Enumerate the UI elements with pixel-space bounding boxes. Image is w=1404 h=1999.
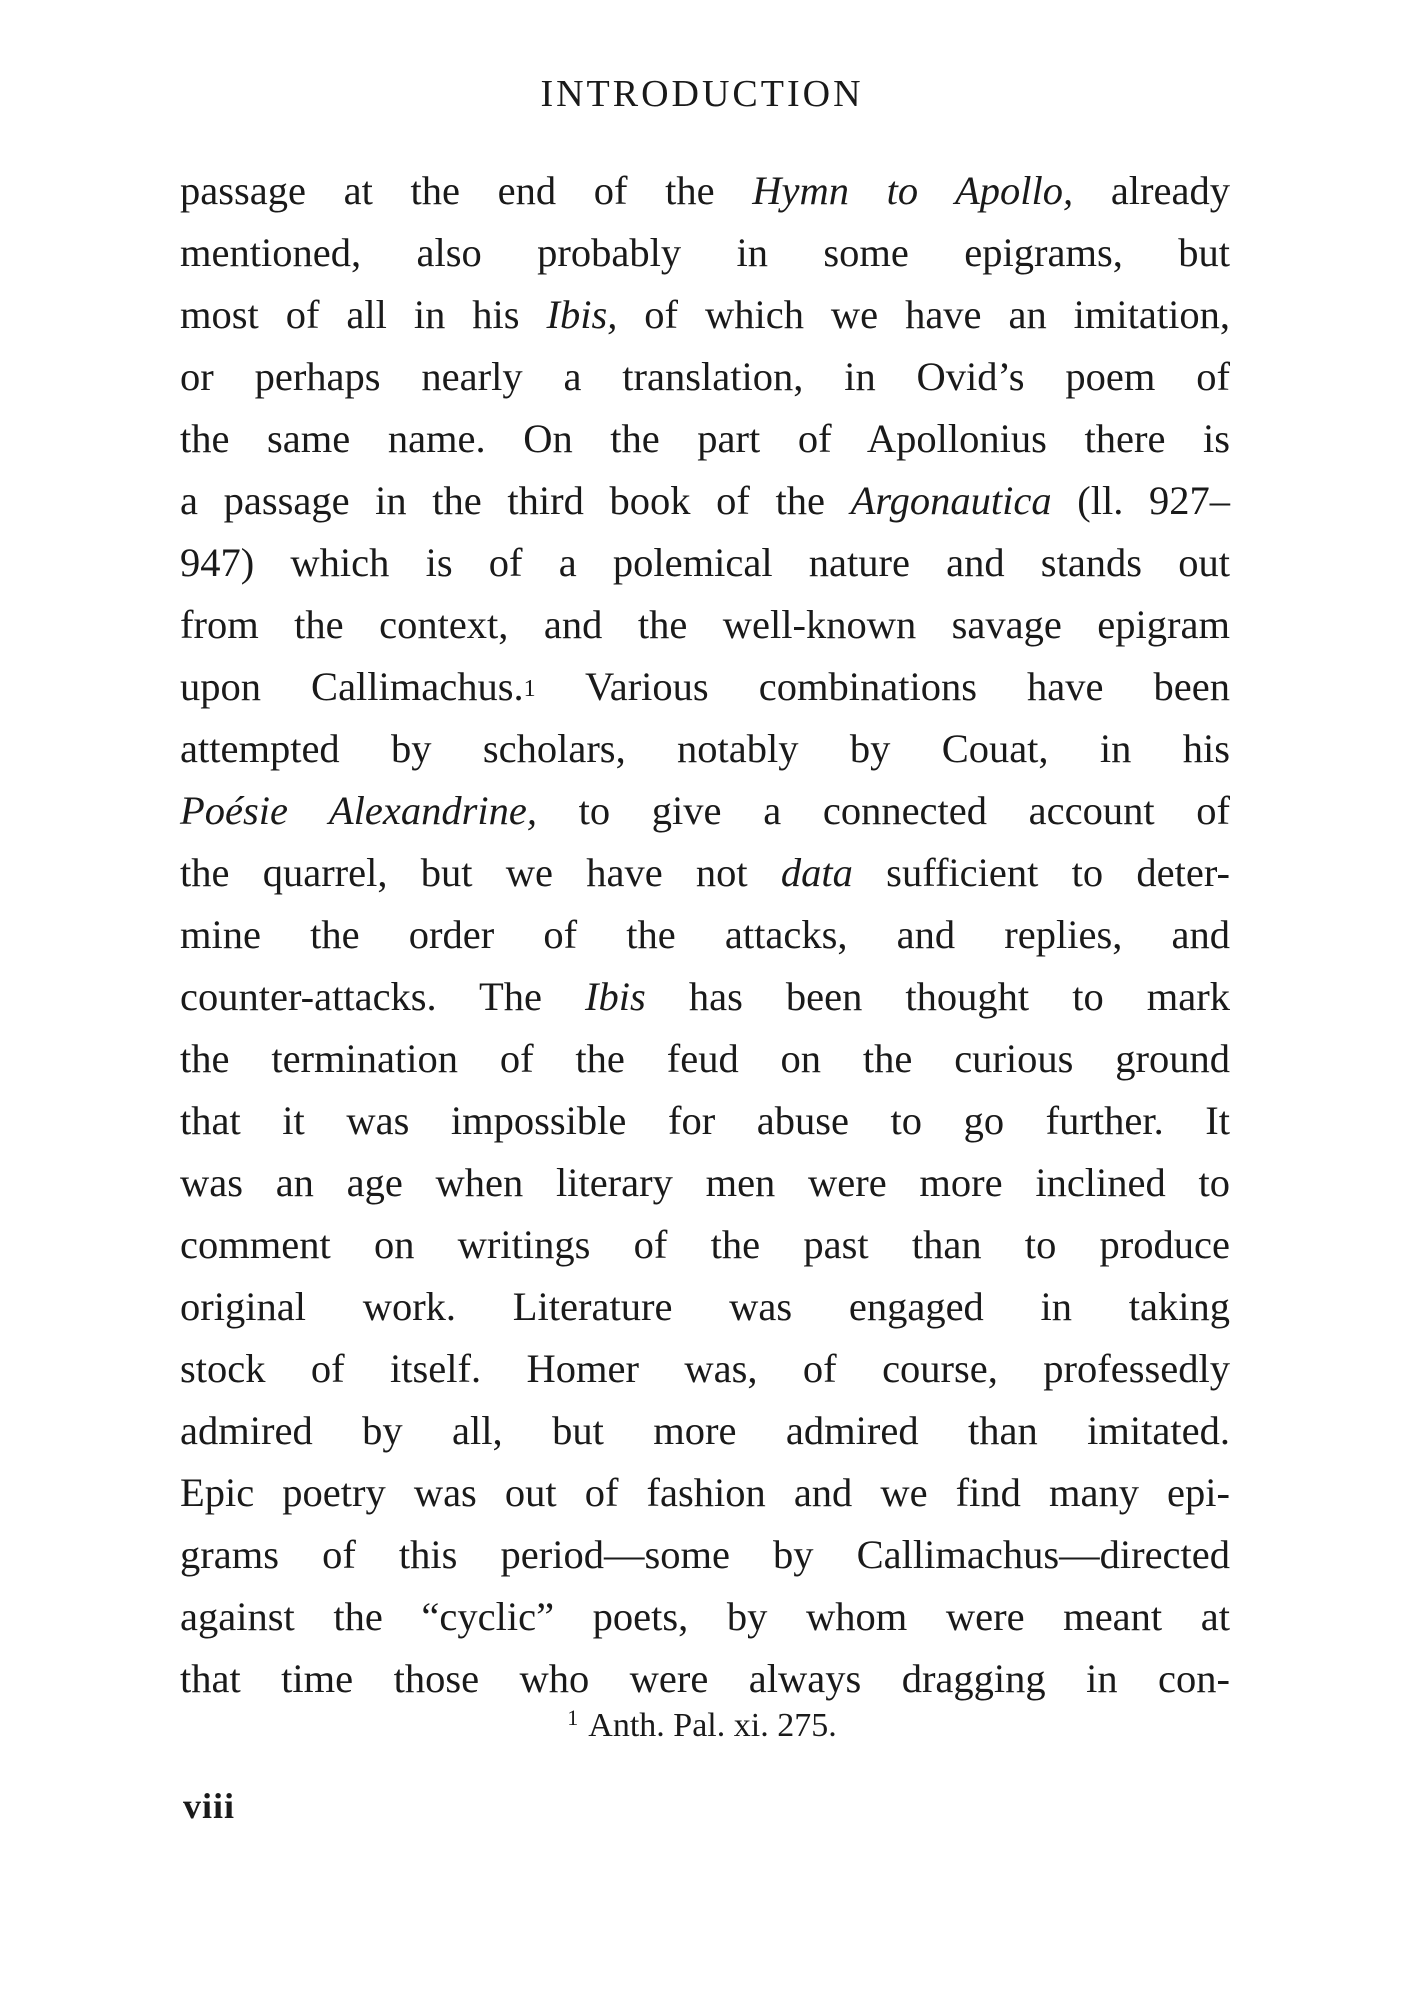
- text-run: the same name. On the part of Apollonius there is: [180, 416, 1230, 461]
- text-run: attempted by scholars, notably by Couat, in his: [180, 726, 1230, 771]
- text-line: [180, 284, 1230, 346]
- page-number: viii: [183, 1786, 236, 1826]
- text-line: [180, 1462, 1230, 1524]
- text-run: passage at the end of the: [180, 168, 753, 213]
- text-run: Various combinations have been: [535, 664, 1230, 709]
- text-line: [180, 966, 1230, 1028]
- text-line: [180, 1028, 1230, 1090]
- text-run: (ll. 927–: [1051, 478, 1230, 523]
- text-line: [180, 408, 1230, 470]
- text-line: [180, 1090, 1230, 1152]
- text-run: stock of itself. Homer was, of course, professedly: [180, 1346, 1230, 1391]
- text-line: [180, 780, 1230, 842]
- text-run: 947) which is of a polemical nature and stands out: [180, 540, 1230, 585]
- italic-phrase: Ibis: [585, 974, 646, 1019]
- text-run: Epic poetry was out of fashion and we find many epi-: [180, 1470, 1230, 1515]
- text-run: comment on writings of the past than to produce: [180, 1222, 1230, 1267]
- text-line: [180, 904, 1230, 966]
- text-run: most of all in his: [180, 292, 547, 337]
- footnote-marker: 1: [567, 1705, 579, 1730]
- text-line: [180, 718, 1230, 780]
- text-run: that time those who were always dragging in con-: [180, 1656, 1230, 1701]
- text-line: [180, 1276, 1230, 1338]
- text-line: [180, 160, 1230, 222]
- text-line: [180, 470, 1230, 532]
- text-line: [180, 222, 1230, 284]
- italic-phrase: data: [780, 850, 853, 895]
- text-line: [180, 1214, 1230, 1276]
- text-line: [180, 1524, 1230, 1586]
- text-run: against the “cyclic” poets, by whom were meant at: [180, 1594, 1230, 1639]
- text-run: or perhaps nearly a translation, in Ovid’s poem of: [180, 354, 1230, 399]
- body-text: [180, 160, 1230, 1710]
- italic-phrase: Hymn to Apollo,: [752, 168, 1074, 213]
- running-head: INTRODUCTION: [540, 73, 864, 115]
- text-line: [180, 346, 1230, 408]
- footnote-text: Anth. Pal. xi. 275.: [588, 1707, 837, 1744]
- text-run: mine the order of the attacks, and replies, and: [180, 912, 1230, 957]
- text-run: that it was impossible for abuse to go further. It: [180, 1098, 1230, 1143]
- text-run: upon Callimachus.: [180, 664, 524, 709]
- text-line: [180, 656, 1230, 718]
- text-run: the termination of the feud on the curious ground: [180, 1036, 1230, 1081]
- footnote: [0, 1707, 1404, 1745]
- text-line: [180, 1586, 1230, 1648]
- text-run: grams of this period—some by Callimachus—directed: [180, 1532, 1230, 1577]
- text-line: [180, 532, 1230, 594]
- footnote-reference: 1: [523, 676, 536, 702]
- text-run: the quarrel, but we have not: [180, 850, 781, 895]
- italic-phrase: Argonautica: [850, 478, 1052, 523]
- text-line: [180, 594, 1230, 656]
- text-run: admired by all, but more admired than imitated.: [180, 1408, 1230, 1453]
- text-run: mentioned, also probably in some epigrams, but: [180, 230, 1230, 275]
- italic-phrase: Ibis,: [546, 292, 618, 337]
- text-line: [180, 1152, 1230, 1214]
- text-run: to give a connected account of: [536, 788, 1230, 833]
- text-run: already: [1073, 168, 1230, 213]
- text-run: original work. Literature was engaged in taking: [180, 1284, 1230, 1329]
- text-run: was an age when literary men were more inclined to: [180, 1160, 1230, 1205]
- italic-phrase: Poésie Alexandrine,: [180, 788, 537, 833]
- text-run: counter-attacks. The: [180, 974, 586, 1019]
- text-line: [180, 1400, 1230, 1462]
- text-line: [180, 842, 1230, 904]
- text-line: [180, 1338, 1230, 1400]
- text-run: from the context, and the well-known savage epigram: [180, 602, 1230, 647]
- text-line: [180, 1648, 1230, 1710]
- text-run: sufficient to deter-: [852, 850, 1230, 895]
- text-run: of which we have an imitation,: [617, 292, 1231, 337]
- text-run: a passage in the third book of the: [180, 478, 851, 523]
- text-run: has been thought to mark: [645, 974, 1230, 1019]
